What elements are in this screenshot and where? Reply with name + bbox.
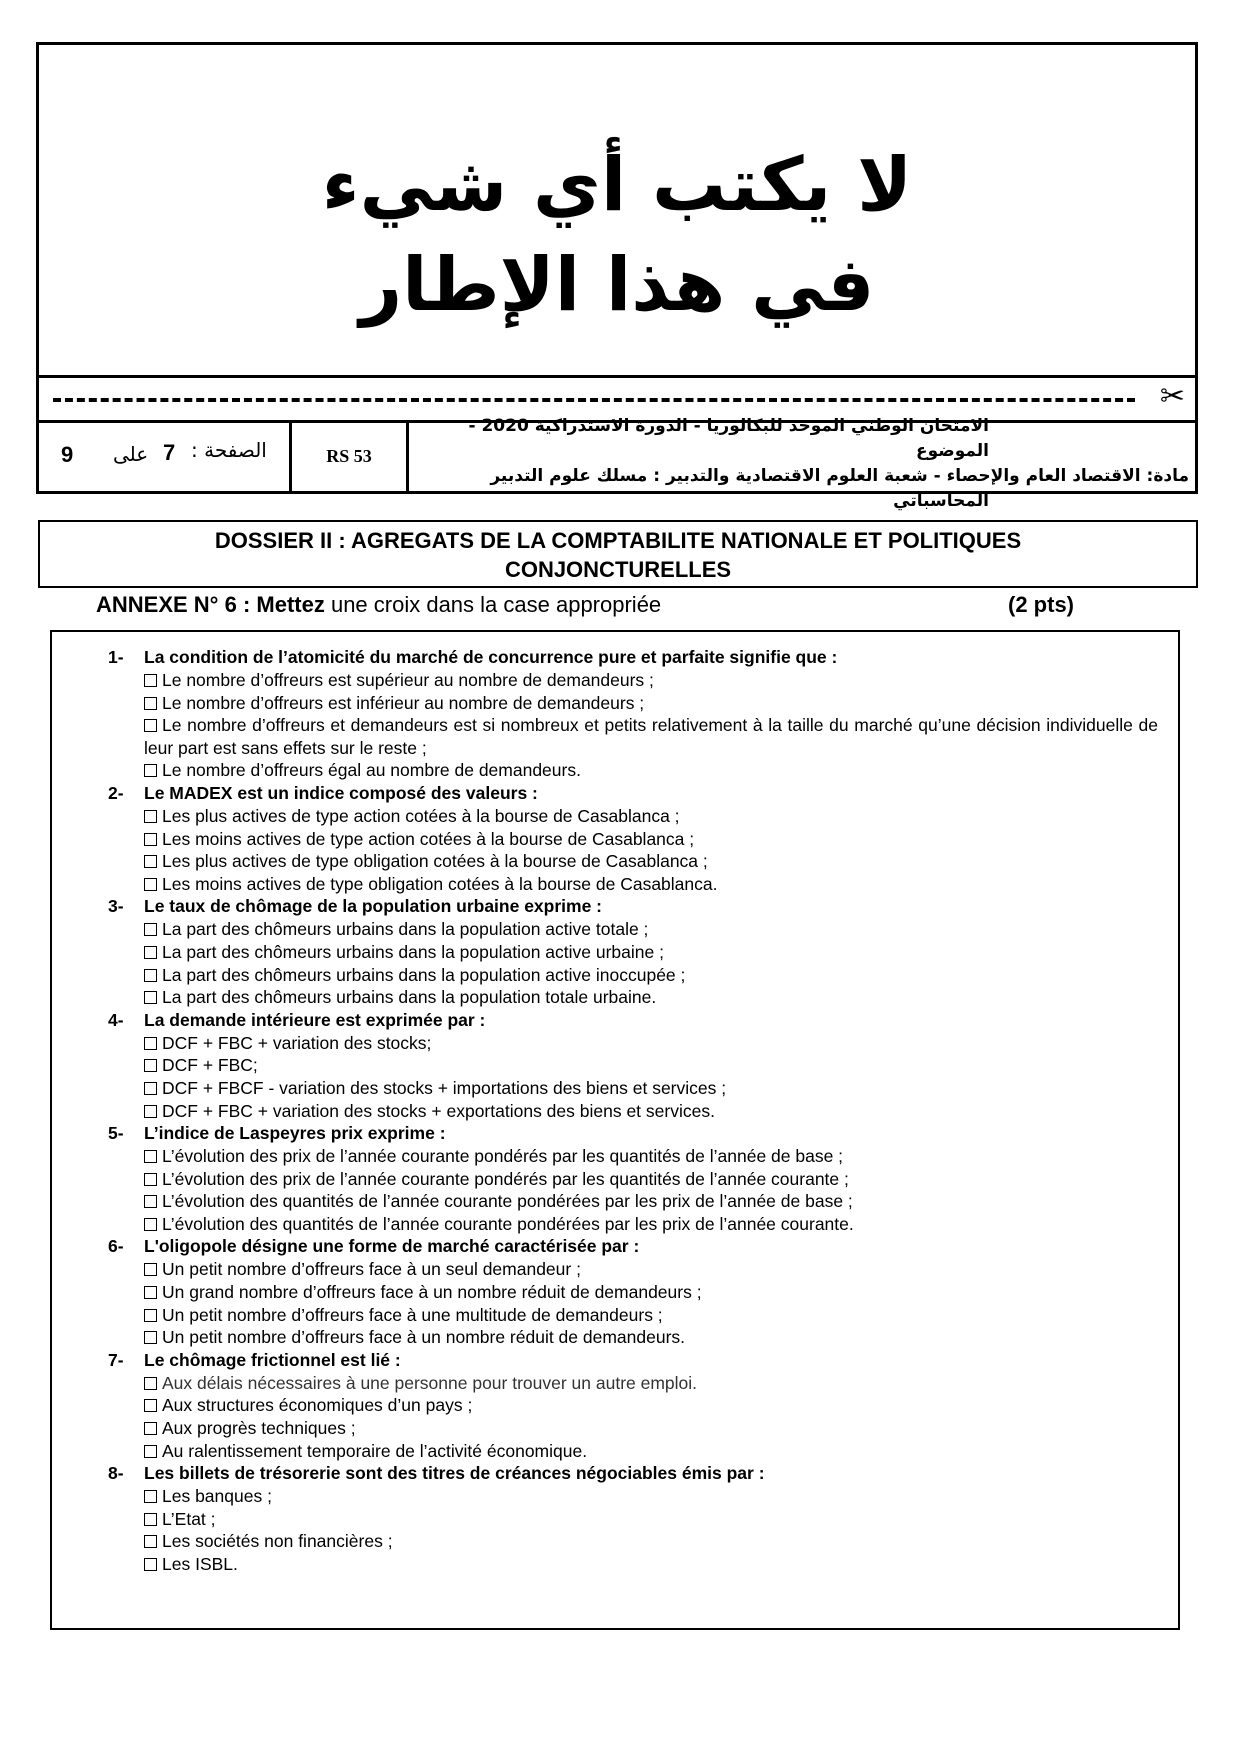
answer-option bbox=[144, 1213, 1158, 1236]
answer-option bbox=[144, 692, 1158, 715]
options-list bbox=[144, 805, 1158, 895]
answer-checkbox[interactable] bbox=[144, 833, 157, 846]
answer-text: L’évolution des prix de l’année courante pondérés par les quantités de l’année courante ; bbox=[162, 1168, 849, 1189]
answer-text: Le nombre d’offreurs égal au nombre de demandeurs. bbox=[162, 760, 581, 781]
answer-checkbox[interactable] bbox=[144, 991, 157, 1004]
question-text: L'oligopole désigne une forme de marché caractérisée par : bbox=[144, 1236, 640, 1257]
answer-option bbox=[144, 1485, 1158, 1508]
answer-option bbox=[144, 714, 1158, 759]
question-1 bbox=[108, 646, 1158, 782]
options-list bbox=[144, 1372, 1158, 1462]
answer-option bbox=[144, 873, 1158, 896]
answer-checkbox[interactable] bbox=[144, 946, 157, 959]
answer-checkbox[interactable] bbox=[144, 1059, 157, 1072]
answer-option bbox=[144, 964, 1158, 987]
question-text: La condition de l’atomicité du marché de concurrence pure et parfaite signifie que : bbox=[144, 647, 838, 667]
answer-checkbox[interactable] bbox=[144, 923, 157, 936]
question-5 bbox=[108, 1122, 1158, 1235]
answer-text: Un grand nombre d’offreurs face à un nombre réduit de demandeurs ; bbox=[162, 1282, 702, 1303]
answer-text: Un petit nombre d’offreurs face à un nombre réduit de demandeurs. bbox=[162, 1327, 686, 1348]
answer-option bbox=[144, 1417, 1158, 1440]
answer-checkbox[interactable] bbox=[144, 1082, 157, 1095]
question-number: 2- bbox=[108, 782, 124, 803]
question-title bbox=[108, 1122, 1158, 1145]
answer-checkbox[interactable] bbox=[144, 697, 157, 710]
answer-text: La part des chômeurs urbains dans la population active urbaine ; bbox=[162, 941, 664, 962]
answer-text: L’évolution des prix de l’année courante pondérés par les quantités de l’année de base ; bbox=[162, 1146, 844, 1167]
answer-checkbox[interactable] bbox=[144, 1309, 157, 1322]
answer-text: Un petit nombre d’offreurs face à une multitude de demandeurs ; bbox=[162, 1304, 663, 1325]
answer-option bbox=[144, 669, 1158, 692]
answer-option bbox=[144, 850, 1158, 873]
answer-text: DCF + FBC + variation des stocks + exportations des biens et services. bbox=[162, 1100, 715, 1121]
options-list bbox=[144, 918, 1158, 1008]
question-title bbox=[108, 1462, 1158, 1485]
question-text: Les billets de trésorerie sont des titres de créances négociables émis par : bbox=[144, 1463, 765, 1484]
answer-checkbox[interactable] bbox=[144, 764, 157, 777]
options-list bbox=[144, 669, 1158, 782]
answer-text: DCF + FBCF - variation des stocks + importations des biens et services ; bbox=[162, 1077, 727, 1098]
answer-checkbox[interactable] bbox=[144, 1558, 157, 1571]
answer-checkbox[interactable] bbox=[144, 1399, 157, 1412]
page-cell bbox=[39, 420, 292, 491]
exam-code: RS 53 bbox=[326, 446, 372, 466]
question-title bbox=[108, 782, 1158, 805]
answer-text: La part des chômeurs urbains dans la population active totale ; bbox=[162, 919, 649, 940]
answer-text: Les moins actives de type action cotées à la bourse de Casablanca ; bbox=[162, 828, 695, 849]
answer-checkbox[interactable] bbox=[144, 1490, 157, 1503]
options-list bbox=[144, 1485, 1158, 1575]
question-4 bbox=[108, 1009, 1158, 1122]
answer-option bbox=[144, 918, 1158, 941]
question-3 bbox=[108, 895, 1158, 1008]
answer-text: L’évolution des quantités de l’année courante pondérées par les prix de l’année de base ; bbox=[162, 1191, 853, 1212]
answer-text: DCF + FBC + variation des stocks; bbox=[162, 1032, 432, 1053]
answer-checkbox[interactable] bbox=[144, 1422, 157, 1435]
do-not-write-line-2: في هذا الإطار bbox=[359, 242, 875, 328]
page-number: 7 bbox=[163, 440, 176, 465]
do-not-write-line-1: لا يكتب أي شيء bbox=[321, 142, 913, 228]
page-total: 9 bbox=[61, 442, 74, 467]
answer-option bbox=[144, 1258, 1158, 1281]
answer-text: Le nombre d’offreurs est inférieur au nombre de demandeurs ; bbox=[162, 692, 645, 713]
do-not-write-notice bbox=[39, 135, 1195, 335]
do-not-write-frame bbox=[36, 42, 1198, 511]
answer-checkbox[interactable] bbox=[144, 674, 157, 687]
answer-option bbox=[144, 1440, 1158, 1463]
code-cell bbox=[292, 420, 409, 491]
answer-option bbox=[144, 1326, 1158, 1349]
answer-text: DCF + FBC; bbox=[162, 1055, 258, 1076]
question-text: Le MADEX est un indice composé des valeurs : bbox=[144, 782, 538, 803]
question-text: L’indice de Laspeyres prix exprime : bbox=[144, 1123, 446, 1144]
question-number: 8- bbox=[108, 1463, 124, 1484]
exam-info-line-1: الامتحان الوطني الموحد للبكالوريا - الدورة الاستدراكية 2020 - الموضوع bbox=[468, 416, 989, 461]
answer-text: Aux délais nécessaires à une personne pour trouver un autre emploi. bbox=[162, 1372, 698, 1393]
questions-box bbox=[50, 630, 1180, 1630]
question-8 bbox=[108, 1462, 1158, 1575]
answer-text: L’Etat ; bbox=[162, 1508, 216, 1529]
answer-checkbox[interactable] bbox=[144, 1377, 157, 1390]
answer-option bbox=[144, 1032, 1158, 1055]
answer-option bbox=[144, 1168, 1158, 1191]
page-label: الصفحة : bbox=[191, 438, 267, 462]
answer-text: Les banques ; bbox=[162, 1486, 272, 1507]
question-title bbox=[108, 646, 1158, 669]
answer-text: Aux structures économiques d’un pays ; bbox=[162, 1395, 473, 1416]
answer-option bbox=[144, 1372, 1158, 1395]
options-list bbox=[144, 1032, 1158, 1122]
answer-option bbox=[144, 986, 1158, 1009]
answer-text: La part des chômeurs urbains dans la population active inoccupée ; bbox=[162, 964, 686, 985]
dossier-title-line-1: DOSSIER II : AGREGATS DE LA COMPTABILITE NATIONALE ET POLITIQUES bbox=[214, 528, 1022, 553]
answer-option bbox=[144, 1054, 1158, 1077]
question-number: 1- bbox=[108, 647, 124, 667]
question-title bbox=[108, 1235, 1158, 1258]
question-text: Le chômage frictionnel est lié : bbox=[144, 1349, 401, 1370]
options-list bbox=[144, 1258, 1158, 1348]
dossier-title-line-2: CONJONCTURELLES bbox=[504, 557, 732, 582]
answer-checkbox[interactable] bbox=[144, 855, 157, 868]
answer-text: Aux progrès techniques ; bbox=[162, 1418, 356, 1439]
dossier-title bbox=[38, 520, 1198, 588]
question-title bbox=[108, 1349, 1158, 1372]
answer-checkbox[interactable] bbox=[144, 1535, 157, 1548]
cut-dashed-line bbox=[53, 398, 1135, 402]
annexe-instruction: une croix dans la case appropriée bbox=[324, 592, 662, 617]
answer-option bbox=[144, 1281, 1158, 1304]
scissors-icon: ✂ bbox=[1159, 379, 1185, 414]
answer-option bbox=[144, 1145, 1158, 1168]
question-number: 5- bbox=[108, 1123, 124, 1144]
answer-option bbox=[144, 1304, 1158, 1327]
answer-checkbox[interactable] bbox=[144, 969, 157, 982]
answer-text: Au ralentissement temporaire de l’activité économique. bbox=[162, 1440, 588, 1461]
answer-option bbox=[144, 1530, 1158, 1553]
exam-info-line-3: المحاسباتي bbox=[893, 491, 989, 511]
exam-info bbox=[417, 414, 1189, 514]
answer-text: Un petit nombre d’offreurs face à un seul demandeur ; bbox=[162, 1259, 581, 1280]
question-number: 7- bbox=[108, 1349, 124, 1370]
answer-option bbox=[144, 805, 1158, 828]
answer-text: La part des chômeurs urbains dans la population totale urbaine. bbox=[162, 987, 657, 1008]
answer-checkbox[interactable] bbox=[144, 1173, 157, 1186]
answer-checkbox[interactable] bbox=[144, 1513, 157, 1526]
answer-checkbox[interactable] bbox=[144, 878, 157, 891]
answer-text: Les sociétés non financières ; bbox=[162, 1531, 393, 1552]
answer-option bbox=[144, 1553, 1158, 1576]
question-number: 4- bbox=[108, 1009, 124, 1030]
question-title bbox=[108, 1009, 1158, 1032]
answer-text: L’évolution des quantités de l’année courante pondérées par les prix de l’année courante. bbox=[162, 1213, 854, 1234]
answer-option bbox=[144, 1077, 1158, 1100]
answer-option bbox=[144, 828, 1158, 851]
question-title bbox=[108, 895, 1158, 918]
answer-checkbox[interactable] bbox=[144, 1445, 157, 1458]
question-6 bbox=[108, 1235, 1158, 1348]
question-text: Le taux de chômage de la population urbaine exprime : bbox=[144, 896, 603, 917]
answer-option bbox=[144, 1508, 1158, 1531]
answer-text: Le nombre d’offreurs est supérieur au nombre de demandeurs ; bbox=[162, 670, 654, 690]
answer-checkbox[interactable] bbox=[144, 1218, 157, 1231]
answer-option bbox=[144, 1190, 1158, 1213]
answer-checkbox[interactable] bbox=[144, 719, 157, 732]
annexe-points: (2 pts) bbox=[1008, 592, 1074, 617]
answer-option bbox=[144, 1100, 1158, 1123]
exam-info-line-2: مادة: الاقتصاد العام والإحصاء - شعبة العلوم الاقتصادية والتدبير : مسلك علوم التدبير bbox=[490, 466, 1189, 486]
answer-checkbox[interactable] bbox=[144, 1105, 157, 1118]
answer-checkbox[interactable] bbox=[144, 1195, 157, 1208]
answer-checkbox[interactable] bbox=[144, 1286, 157, 1299]
page-of-label: على bbox=[113, 442, 149, 466]
question-number: 6- bbox=[108, 1236, 124, 1257]
answer-text: Les ISBL. bbox=[162, 1554, 238, 1574]
questions-list bbox=[108, 646, 1158, 1576]
answer-option bbox=[144, 941, 1158, 964]
options-list bbox=[144, 1145, 1158, 1235]
answer-checkbox[interactable] bbox=[144, 1331, 157, 1344]
answer-text: Le nombre d’offreurs et demandeurs est si nombreux et petits relativement à la taille du marché qu’une décision individuelle de leur part est sans effets sur le reste ; bbox=[144, 715, 1158, 758]
answer-checkbox[interactable] bbox=[144, 810, 157, 823]
question-text: La demande intérieure est exprimée par : bbox=[144, 1009, 486, 1030]
exam-header bbox=[39, 416, 1195, 511]
answer-option bbox=[144, 759, 1158, 782]
question-number: 3- bbox=[108, 896, 124, 917]
answer-text: Les moins actives de type obligation cotées à la bourse de Casablanca. bbox=[162, 873, 718, 894]
answer-checkbox[interactable] bbox=[144, 1263, 157, 1276]
answer-text: Les plus actives de type obligation cotées à la bourse de Casablanca ; bbox=[162, 851, 708, 872]
answer-text: Les plus actives de type action cotées à la bourse de Casablanca ; bbox=[162, 805, 680, 826]
annexe-label: ANNEXE N° 6 : Mettez bbox=[96, 592, 325, 617]
answer-checkbox[interactable] bbox=[144, 1037, 157, 1050]
annexe-heading bbox=[96, 591, 1074, 619]
answer-checkbox[interactable] bbox=[144, 1150, 157, 1163]
question-7 bbox=[108, 1349, 1158, 1462]
answer-option bbox=[144, 1394, 1158, 1417]
question-2 bbox=[108, 782, 1158, 895]
